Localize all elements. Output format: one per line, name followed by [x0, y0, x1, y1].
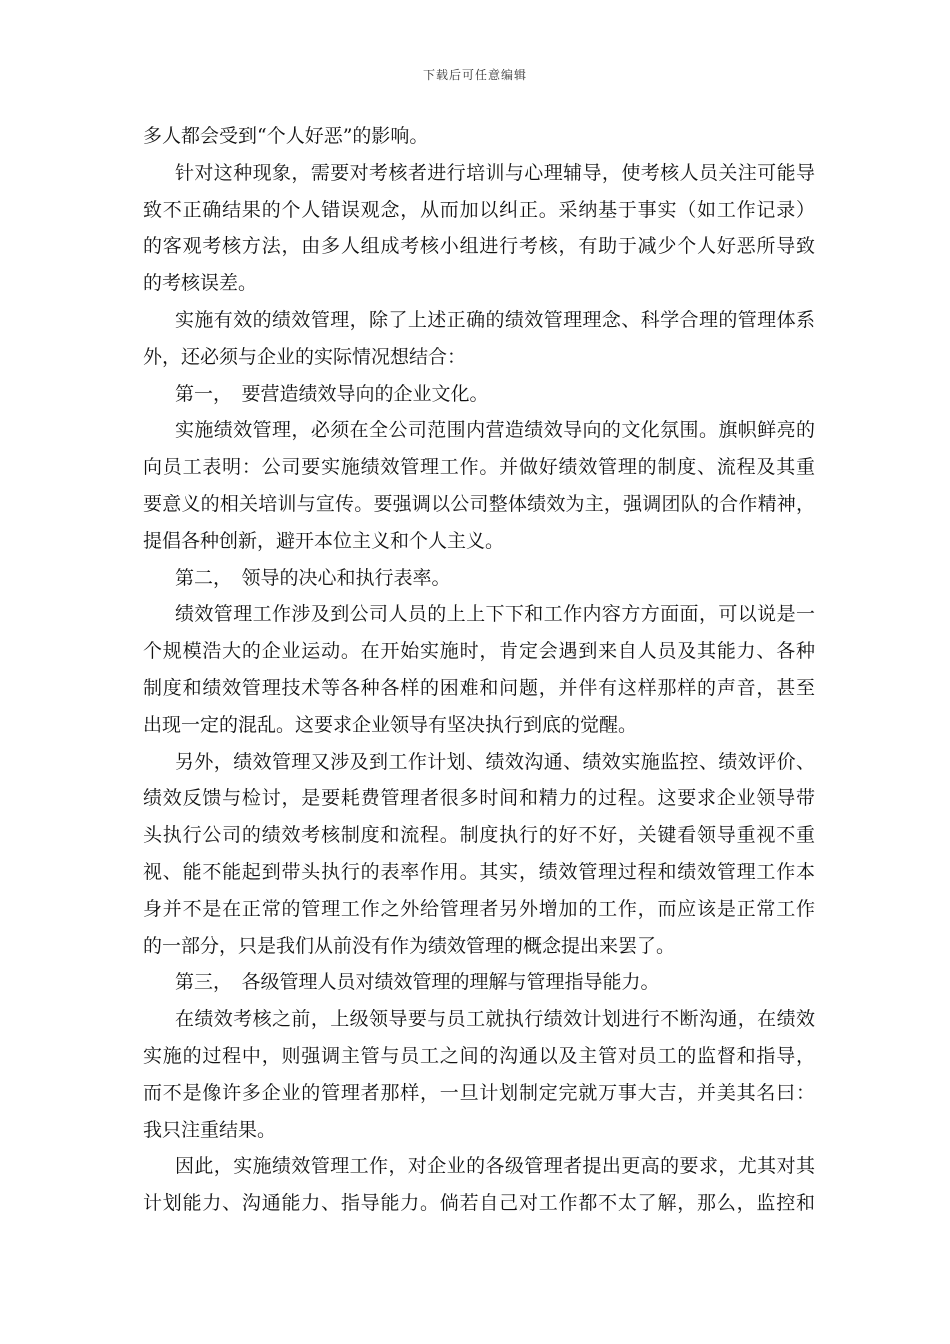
text-line: 而不是像许多企业的管理者那样，一旦计划制定完就万事大吉，并美其名曰： — [143, 1081, 815, 1104]
text-line: 多人都会受到“个人好恶”的影响。 — [143, 125, 429, 147]
text-line: 绩效管理工作涉及到公司人员的上上下下和工作内容方方面面，可以说是一 — [175, 603, 815, 626]
text-line: 绩效反馈与检讨，是要耗费管理者很多时间和精力的过程。这要求企业领导带 — [143, 787, 815, 810]
text-line: 的一部分，只是我们从前没有作为绩效管理的概念提出来罢了。 — [143, 934, 676, 957]
text-line: 实施的过程中，则强调主管与员工之间的沟通以及主管对员工的监督和指导， — [143, 1044, 815, 1067]
text-line: 另外，绩效管理又涉及到工作计划、绩效沟通、绩效实施监控、绩效评价、 — [175, 750, 815, 773]
section-heading: 第三， 各级管理人员对绩效管理的理解与管理指导能力。 — [175, 971, 660, 994]
text-line: 头执行公司的绩效考核制度和流程。制度执行的好不好，关键看领导重视不重 — [143, 824, 815, 847]
text-line: 我只注重结果。 — [143, 1118, 277, 1141]
text-line: 的考核误差。 — [143, 272, 258, 295]
text-line: 的客观考核方法，由多人组成考核小组进行考核，有助于减少个人好恶所导致 — [143, 235, 815, 258]
text-line: 在绩效考核之前，上级领导要与员工就执行绩效计划进行不断沟通，在绩效 — [175, 1008, 815, 1031]
text-line: 实施绩效管理，必须在全公司范围内营造绩效导向的文化氛围。旗帜鲜亮的 — [175, 419, 815, 442]
text-line: 制度和绩效管理技术等各种各样的困难和问题，并伴有这样那样的声音，甚至 — [143, 676, 815, 699]
section-heading: 第二， 领导的决心和执行表率。 — [175, 566, 451, 589]
text-line: 身并不是在正常的管理工作之外给管理者另外增加的工作，而应该是正常工作 — [143, 897, 815, 920]
text-line: 提倡各种创新，避开本位主义和个人主义。 — [143, 529, 505, 552]
text-line: 视、能不能起到带头执行的表率作用。其实，绩效管理过程和绩效管理工作本 — [143, 860, 815, 883]
document-body — [143, 118, 815, 1222]
text-line: 计划能力、沟通能力、指导能力。倘若自己对工作都不太了解，那么，监控和 — [143, 1192, 815, 1215]
text-line: 出现一定的混乱。这要求企业领导有坚决执行到底的觉醒。 — [143, 713, 638, 736]
text-line: 实施有效的绩效管理，除了上述正确的绩效管理理念、科学合理的管理体系 — [175, 308, 815, 331]
text-line: 个规模浩大的企业运动。在开始实施时，肯定会遇到来自人员及其能力、各种 — [143, 640, 815, 663]
page-header: 下载后可任意编辑 — [422, 68, 527, 82]
text-line: 要意义的相关培训与宣传。要强调以公司整体绩效为主，强调团队的合作精神， — [143, 492, 815, 515]
text-line: 致不正确结果的个人错误观念，从而加以纠正。采纳基于事实（如工作记录） — [143, 198, 815, 221]
text-line: 外，还必须与企业的实际情况想结合： — [143, 345, 467, 368]
text-line: 针对这种现象，需要对考核者进行培训与心理辅导，使考核人员关注可能导 — [175, 161, 815, 184]
section-heading: 第一， 要营造绩效导向的企业文化。 — [175, 382, 489, 405]
text-line: 因此，实施绩效管理工作，对企业的各级管理者提出更高的要求，尤其对其 — [175, 1155, 815, 1178]
text-line: 向员工表明：公司要实施绩效管理工作。并做好绩效管理的制度、流程及其重 — [143, 456, 815, 479]
